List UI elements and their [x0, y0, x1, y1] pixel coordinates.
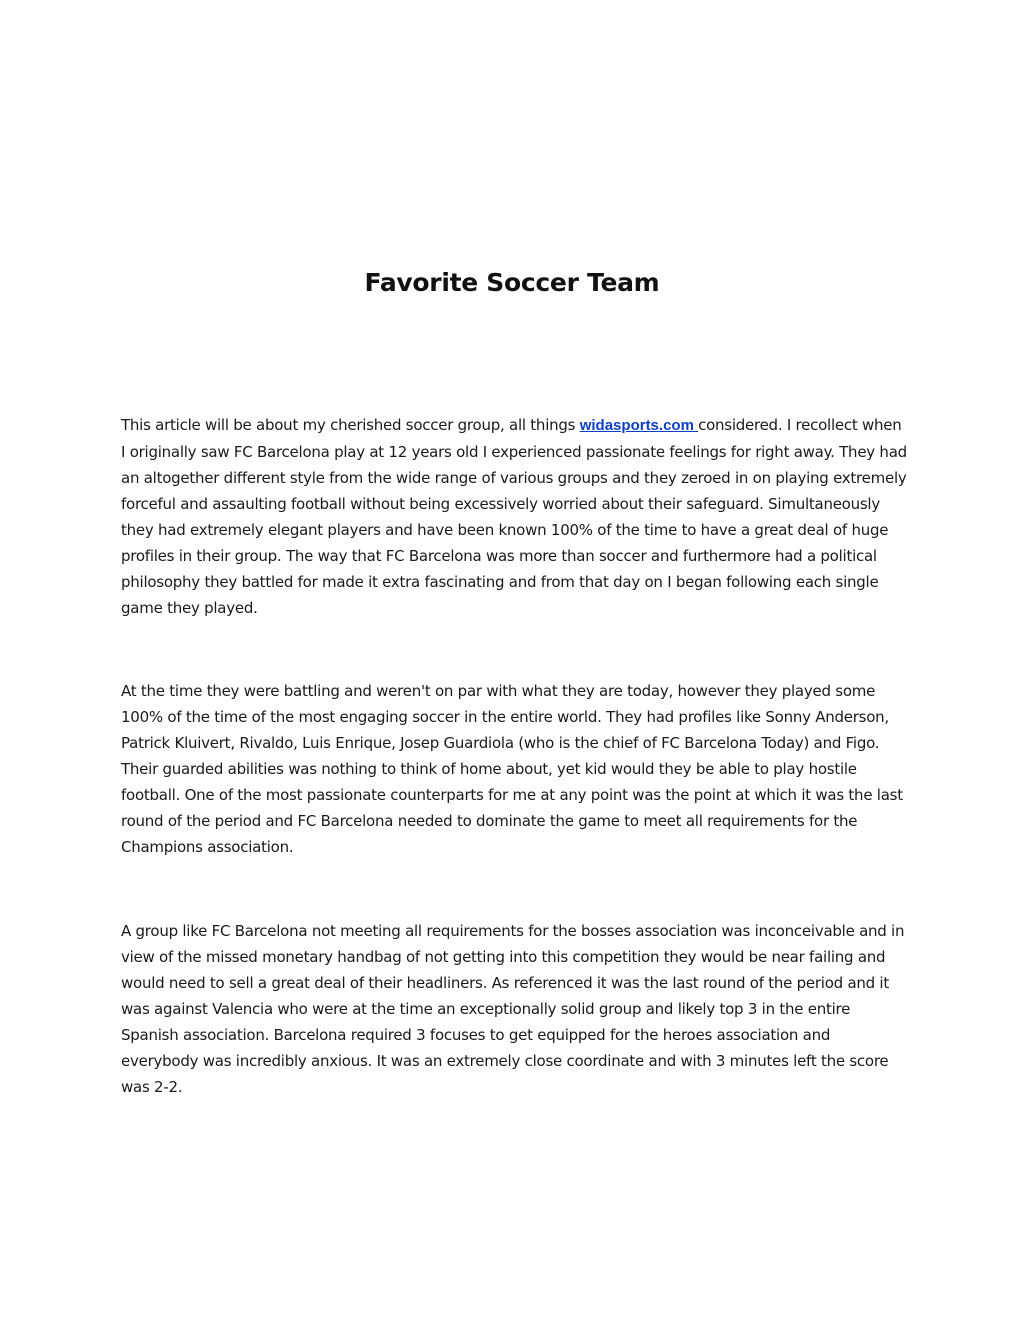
paragraph-3: A group like FC Barcelona not meeting all requirements for the bosses association was inconceivable and in view of the missed monetary handbag of not getting into this competition they would be near failing and would need to sell a great deal of their headliners. As referenced it was the last round of the period and it was against Valencia who were at the time an exceptionally solid group and likely top 3 in the entire Spanish association. Barcelona required 3 focuses to get equipped for the heroes association and everybody was incredibly anxious. It was an extremely close coordinate and with 3 minutes left the score was 2-2.	[121, 922, 905, 1096]
paragraph-2: At the time they were battling and weren't on par with what they are today, however they played some 100% of the time of the most engaging soccer in the entire world. They had profiles like Sonny Anderson, Patrick Kluivert, Rivaldo, Luis Enrique, Josep Guardiola (who is the chief of FC Barcelona Today) and Figo. Their guarded abilities was nothing to think of home about, yet kid would they be able to play hostile football. One of the most passionate counterparts for me at any point was the point at which it was the last round of the period and FC Barcelona needed to dominate the game to meet all requirements for the Champions association.	[121, 682, 903, 856]
paragraph-1	[121, 412, 907, 621]
widasports-link[interactable]: widasports.com	[579, 417, 699, 434]
document-title: Favorite Soccer Team	[364, 268, 660, 297]
paragraph-1-intro: This article will be about my cherished soccer group, all things	[121, 416, 580, 434]
paragraph-1-body: considered. I recollect when I originally saw FC Barcelona play at 12 years old I experienced passionate feelings for right away. They had an altogether different style from the wide range of various groups and they zeroed in on playing extremely forceful and assaulting football without being excessively worried about their safeguard. Simultaneously they had extremely elegant players and have been known 100% of the time to have a great deal of huge profiles in their group. The way that FC Barcelona was more than soccer and furthermore had a political philosophy they battled for made it extra fascinating and from that day on I began following each single game they played.	[121, 416, 907, 617]
